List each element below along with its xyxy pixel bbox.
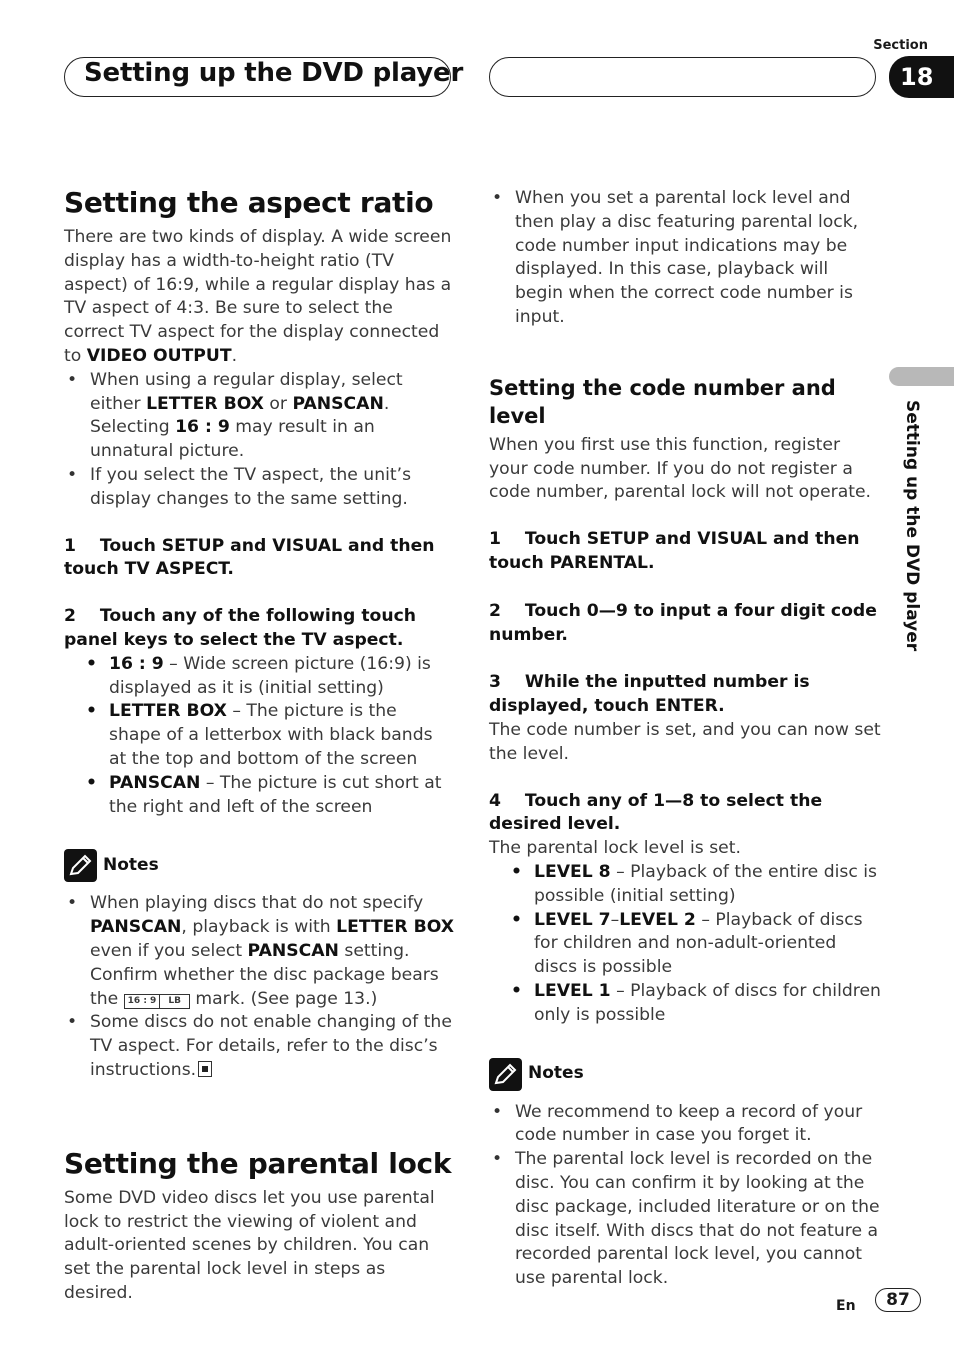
code-notes bbox=[489, 1101, 881, 1291]
header-title: Setting up the DVD player bbox=[84, 58, 464, 88]
parental-heading: Setting the parental lock bbox=[64, 1146, 452, 1180]
list-item: • If you select the TV aspect, the unit’s display changes to the same setting. bbox=[64, 464, 454, 512]
section-label: Section bbox=[873, 38, 928, 53]
code-step-1: 1 Touch SETUP and VISUAL and then touch PARENTAL. bbox=[489, 529, 866, 573]
aspect-notes bbox=[64, 892, 454, 1082]
code-step-3-text: The code number is set, and you can now set the level. bbox=[489, 719, 881, 764]
aspect-mark-icon: 16 : 9 LB bbox=[124, 994, 190, 1009]
parental-intro: Some DVD video discs let you use parental lock to restrict the viewing of violent and adult-oriented scenes by children. You can set the parental lock level in steps as desired. bbox=[64, 1187, 435, 1303]
footer-language: En bbox=[836, 1298, 856, 1314]
list-item: • The parental lock level is recorded on the disc. You can confirm it by looking at the disc package, included literature or on the disc itself. With discs that do not feature a recorded parental lock level, you cannot use parental lock. bbox=[489, 1148, 881, 1291]
notes-label: Notes bbox=[103, 854, 159, 875]
aspect-step-2: 2 Touch any of the following touch panel keys to select the TV aspect. bbox=[64, 606, 423, 650]
parental-bullets bbox=[489, 187, 881, 330]
list-item: • LEVEL 7–LEVEL 2 – Playback of discs for children and non-adult-oriented discs is possible bbox=[508, 909, 881, 980]
aspect-bullets bbox=[64, 369, 454, 512]
header-blank-frame bbox=[489, 57, 876, 97]
code-step-3: 3 While the inputted number is displayed, touch ENTER. bbox=[489, 672, 816, 717]
aspect-options bbox=[83, 653, 454, 820]
notes-header bbox=[64, 849, 454, 882]
list-item: • LEVEL 1 – Playback of discs for children only is possible bbox=[508, 980, 881, 1028]
list-item: • We recommend to keep a record of your code number in case you forget it. bbox=[489, 1101, 881, 1149]
side-tab-label: Setting up the DVD player bbox=[902, 400, 922, 652]
list-item: • Some discs do not enable changing of the TV aspect. For details, refer to the disc’s instructions. bbox=[64, 1011, 454, 1082]
right-column bbox=[489, 187, 881, 1291]
note-pencil-icon bbox=[489, 1058, 522, 1091]
left-column bbox=[64, 186, 454, 1306]
list-item: • 16 : 9 – Wide screen picture (16:9) is displayed as it is (initial setting) bbox=[83, 653, 454, 701]
section-number: 18 bbox=[889, 56, 954, 98]
code-step-2: 2 Touch 0—9 to input a four digit code number. bbox=[489, 600, 883, 645]
code-step-4: 4 Touch any of 1—8 to select the desired level. bbox=[489, 790, 829, 835]
aspect-step-1: 1 Touch SETUP and VISUAL and then touch TV ASPECT. bbox=[64, 535, 441, 580]
note-pencil-icon bbox=[64, 849, 97, 882]
list-item: • LETTER BOX – The picture is the shape of a letterbox with black bands at the top and bottom of the screen bbox=[83, 700, 454, 771]
notes-header bbox=[489, 1058, 881, 1091]
code-intro: When you first use this function, register your code number. If you do not register a code number, parental lock will not operate. bbox=[489, 434, 872, 503]
list-item: • When using a regular display, select either LETTER BOX or PANSCAN. Selecting 16 : 9 may result in an unnatural picture. bbox=[64, 369, 454, 464]
list-item: • LEVEL 8 – Playback of the entire disc is possible (initial setting) bbox=[508, 861, 881, 909]
list-item: • When you set a parental lock level and then play a disc featuring parental lock, code number input indications may be displayed. In this case, playback will begin when the correct code number is input. bbox=[489, 187, 881, 330]
level-options bbox=[508, 861, 881, 1028]
list-item: • PANSCAN – The picture is cut short at the right and left of the screen bbox=[83, 772, 454, 820]
code-step-4-text: The parental lock level is set. bbox=[489, 838, 741, 859]
aspect-heading: Setting the aspect ratio bbox=[64, 186, 434, 219]
end-mark-icon bbox=[198, 1061, 212, 1077]
side-tab-marker bbox=[889, 367, 954, 386]
list-item: • When playing discs that do not specify PANSCAN, playback is with LETTER BOX even if you select PANSCAN setting. Confirm whether the disc package bears the 16 : 9 LB mark. (See page 13.) bbox=[64, 892, 454, 1011]
page-number: 87 bbox=[875, 1288, 921, 1312]
notes-label: Notes bbox=[528, 1063, 584, 1084]
aspect-intro: There are two kinds of display. A wide screen display has a width-to-height ratio (TV aspect) of 16:9, while a regular display has a TV aspect of 4:3. Be sure to select the correct TV aspect for the display connected to VIDEO OUTPUT. bbox=[64, 227, 452, 366]
code-heading: Setting the code number and level bbox=[489, 375, 836, 428]
